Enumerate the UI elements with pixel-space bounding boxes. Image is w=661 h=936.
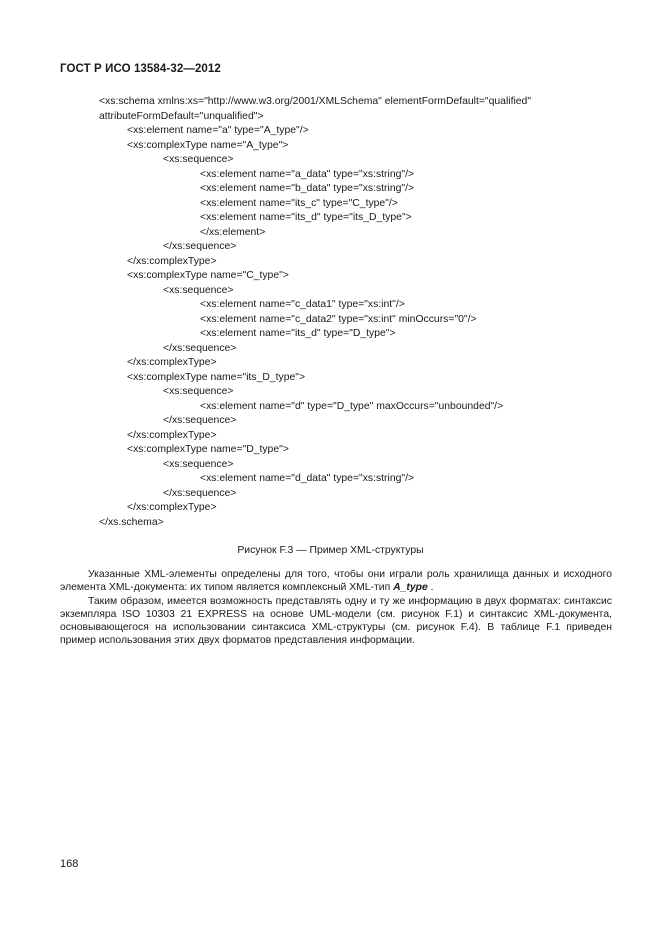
figure-caption: Рисунок F.3 — Пример XML-структуры [237, 545, 424, 556]
paragraph-1-text: Указанные XML-элементы определены для того, чтобы они играли роль хранилища данных и исходного элемента XML-документа: их типом является комплексный XML-тип [60, 569, 612, 594]
code-line: <xs:element name="its_d" type="its_D_type"> [200, 212, 412, 223]
paragraph-1-type-name: A_type [393, 582, 428, 594]
body-text [60, 568, 612, 648]
code-line: <xs:element name="c_data1" type="xs:int"/> [200, 299, 405, 310]
code-line: <xs:element name="its_d" type="D_type"> [200, 328, 396, 339]
page-header: ГОСТ Р ИСО 13584-32—2012 [60, 63, 221, 75]
code-line: </xs:complexType> [127, 429, 217, 441]
code-line: </xs:sequence> [163, 415, 237, 426]
code-line: <xs:complexType name="its_D_type"> [127, 371, 306, 383]
code-line: </xs:complexType> [127, 357, 217, 368]
paragraph-1 [60, 568, 612, 595]
code-line: <xs:complexType name="D_type"> [127, 444, 289, 455]
code-line: </xs:complexType> [127, 502, 217, 513]
code-line: <xs:complexType name="A_type"> [127, 139, 289, 151]
code-line: </xs.schema> [99, 516, 164, 528]
code-line: <xs:complexType name="C_type"> [127, 270, 289, 281]
page-number: 168 [60, 858, 79, 870]
code-line: <xs:element name="a_data" type="xs:string"/> [200, 168, 415, 180]
code-line: <xs:element name="b_data" type="xs:string"/> [200, 183, 415, 194]
code-line: </xs:sequence> [163, 241, 237, 252]
xml-schema-code-block [99, 95, 609, 530]
code-line: <xs:sequence> [163, 386, 234, 397]
code-line: </xs:element> [200, 226, 266, 238]
paragraph-2: Таким образом, имеется возможность представлять одну и ту же информацию в двух форматах: синтаксис экземпляра ISO 10303 21 EXPRESS на основе UML-модели (см. рисунок F.1) и синтаксис XML-документа, основывающегося на использовании синтаксиса XML-структуры (см. рисунок F.4). В таблице F.1 приведен пример использования этих двух форматов представления информации. [60, 595, 612, 647]
code-line: <xs:element name="c_data2" type="xs:int" minOccurs="0"/> [200, 313, 477, 325]
code-line: <xs:element name="its_c" type="C_type"/> [200, 197, 398, 209]
code-line: </xs:complexType> [127, 255, 217, 267]
code-line: <xs:element name="a" type="A_type"/> [127, 125, 309, 136]
code-line: <xs:sequence> [163, 458, 234, 470]
code-line: <xs:element name="d_data" type="xs:string"/> [200, 473, 415, 484]
code-line: <xs:schema xmlns:xs="http://www.w3.org/2001/XMLSchema" elementFormDefault="qualified" attributeFormDefault="unqualified"> [99, 96, 532, 122]
code-line: </xs:sequence> [163, 342, 237, 354]
code-line: <xs:element name="d" type="D_type" maxOccurs="unbounded"/> [200, 400, 504, 412]
code-line: <xs:sequence> [163, 154, 234, 165]
paragraph-1-end: . [427, 582, 434, 594]
code-line: </xs:sequence> [163, 487, 237, 499]
code-line: <xs:sequence> [163, 284, 234, 296]
